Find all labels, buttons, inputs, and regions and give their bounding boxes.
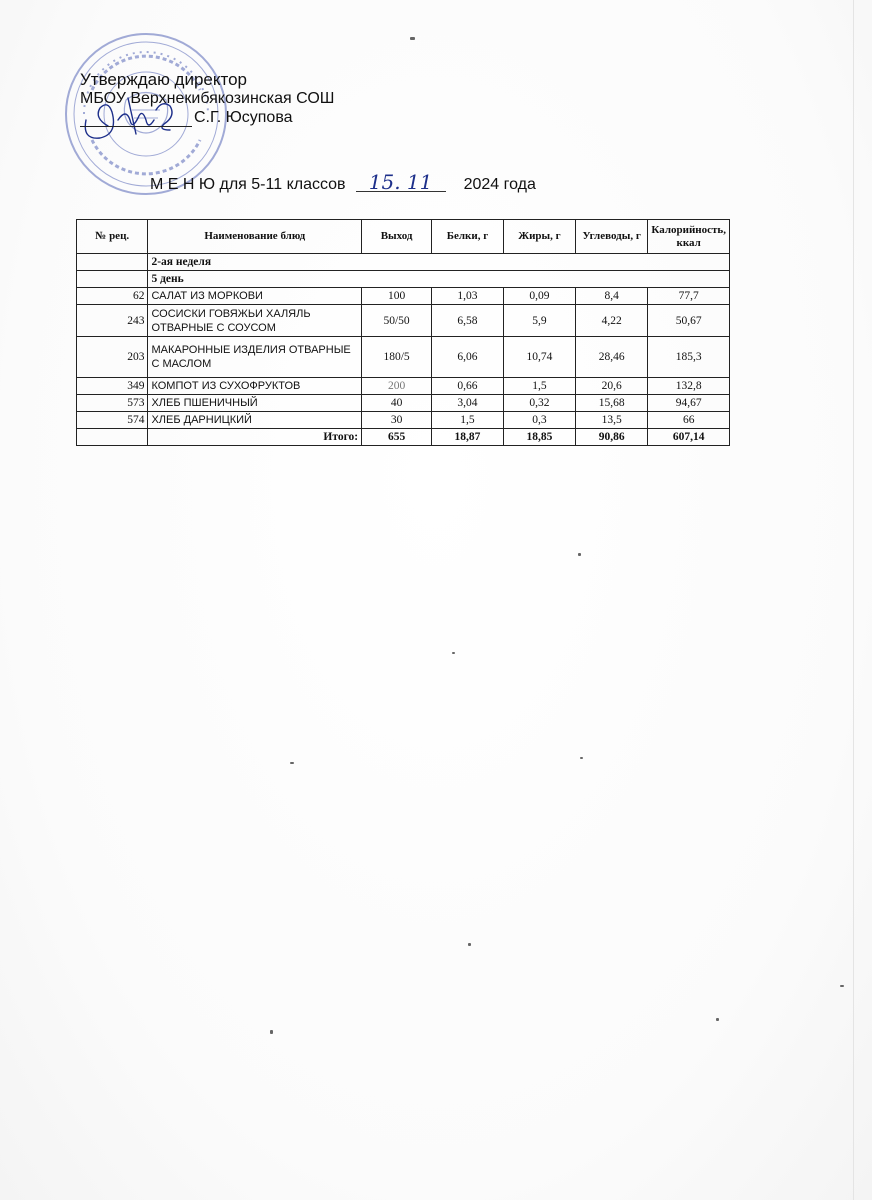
- cell-carbs: 13,5: [575, 412, 647, 429]
- cell-fat: 5,9: [503, 305, 575, 337]
- cell-output: 40: [362, 395, 432, 412]
- table-row: [77, 378, 730, 395]
- cell-carbs: 28,46: [575, 337, 647, 378]
- cell-carbs: 20,6: [575, 378, 647, 395]
- cell-protein: 3,04: [432, 395, 504, 412]
- handwritten-date: 15. 11: [356, 173, 446, 192]
- cell-kcal: 132,8: [648, 378, 730, 395]
- total-carbs: 90,86: [575, 429, 647, 446]
- header-output: Выход: [362, 220, 432, 254]
- cell-dish: КОМПОТ ИЗ СУХОФРУКТОВ: [148, 378, 362, 395]
- cell-output: 200: [362, 378, 432, 395]
- cell-carbs: 4,22: [575, 305, 647, 337]
- scan-speck: [270, 1030, 273, 1034]
- scan-speck: [580, 757, 583, 759]
- cell-rec: 349: [77, 378, 148, 395]
- cell-dish: САЛАТ ИЗ МОРКОВИ: [148, 288, 362, 305]
- cell-output: 30: [362, 412, 432, 429]
- scan-speck: [840, 985, 844, 987]
- header-protein: Белки, г: [432, 220, 504, 254]
- cell-protein: 0,66: [432, 378, 504, 395]
- total-output: 655: [362, 429, 432, 446]
- day-row: [77, 271, 730, 288]
- header-dish: Наименование блюд: [148, 220, 362, 254]
- header-kcal: Калорийность, ккал: [648, 220, 730, 254]
- cell-rec: 573: [77, 395, 148, 412]
- cell-dish: ХЛЕБ ДАРНИЦКИЙ: [148, 412, 362, 429]
- table-row: [77, 288, 730, 305]
- scan-speck: [452, 652, 455, 654]
- cell-rec: 574: [77, 412, 148, 429]
- total-row: [77, 429, 730, 446]
- table-row: [77, 305, 730, 337]
- table-row: [77, 337, 730, 378]
- table-row: [77, 412, 730, 429]
- cell-protein: 1,5: [432, 412, 504, 429]
- scan-speck: [290, 762, 294, 764]
- table-header-row: [77, 220, 730, 254]
- cell-rec: 62: [77, 288, 148, 305]
- approval-title: Утверждаю директор: [80, 70, 248, 89]
- total-kcal: 607,14: [648, 429, 730, 446]
- cell-rec: 203: [77, 337, 148, 378]
- cell-protein: 6,58: [432, 305, 504, 337]
- scan-edge: [853, 0, 854, 1200]
- cell-dish: МАКАРОННЫЕ ИЗДЕЛИЯ ОТВАРНЫЕ С МАСЛОМ: [148, 337, 362, 378]
- week-row-empty: [77, 254, 148, 271]
- cell-kcal: 66: [648, 412, 730, 429]
- header-fat: Жиры, г: [503, 220, 575, 254]
- week-row: [77, 254, 730, 271]
- cell-dish: СОСИСКИ ГОВЯЖЬИ ХАЛЯЛЬ ОТВАРНЫЕ С СОУСОМ: [148, 305, 362, 337]
- director-signature-line: [80, 108, 334, 127]
- scan-speck: [578, 553, 581, 556]
- menu-table: [76, 219, 730, 446]
- day-row-empty: [77, 271, 148, 288]
- scan-speck: [410, 37, 415, 40]
- cell-protein: 1,03: [432, 288, 504, 305]
- cell-carbs: 15,68: [575, 395, 647, 412]
- menu-title-text: М Е Н Ю для 5-11 классов: [150, 176, 346, 193]
- total-empty: [77, 429, 148, 446]
- cell-fat: 0,09: [503, 288, 575, 305]
- school-name: МБОУ Верхнекибякозинская СОШ: [80, 90, 335, 107]
- header-rec: № рец.: [77, 220, 148, 254]
- cell-protein: 6,06: [432, 337, 504, 378]
- cell-dish: ХЛЕБ ПШЕНИЧНЫЙ: [148, 395, 362, 412]
- header-carbs: Углеводы, г: [575, 220, 647, 254]
- cell-rec: 243: [77, 305, 148, 337]
- total-label: Итого:: [148, 429, 362, 446]
- cell-fat: 1,5: [503, 378, 575, 395]
- scan-speck: [716, 1018, 719, 1021]
- signature-underline: [80, 112, 192, 127]
- scan-speck: [468, 943, 471, 946]
- cell-output: 50/50: [362, 305, 432, 337]
- cell-output: 180/5: [362, 337, 432, 378]
- director-name: С.Г. Юсупова: [194, 109, 293, 126]
- cell-fat: 0,3: [503, 412, 575, 429]
- menu-title: [150, 170, 536, 194]
- cell-kcal: 185,3: [648, 337, 730, 378]
- week-label: 2-ая неделя: [148, 254, 730, 271]
- total-protein: 18,87: [432, 429, 504, 446]
- menu-year: 2024 года: [463, 176, 536, 193]
- table-row: [77, 395, 730, 412]
- cell-carbs: 8,4: [575, 288, 647, 305]
- cell-kcal: 50,67: [648, 305, 730, 337]
- cell-kcal: 94,67: [648, 395, 730, 412]
- total-fat: 18,85: [503, 429, 575, 446]
- cell-output: 100: [362, 288, 432, 305]
- cell-fat: 10,74: [503, 337, 575, 378]
- cell-kcal: 77,7: [648, 288, 730, 305]
- cell-fat: 0,32: [503, 395, 575, 412]
- day-label: 5 день: [148, 271, 730, 288]
- approval-block: [80, 70, 334, 127]
